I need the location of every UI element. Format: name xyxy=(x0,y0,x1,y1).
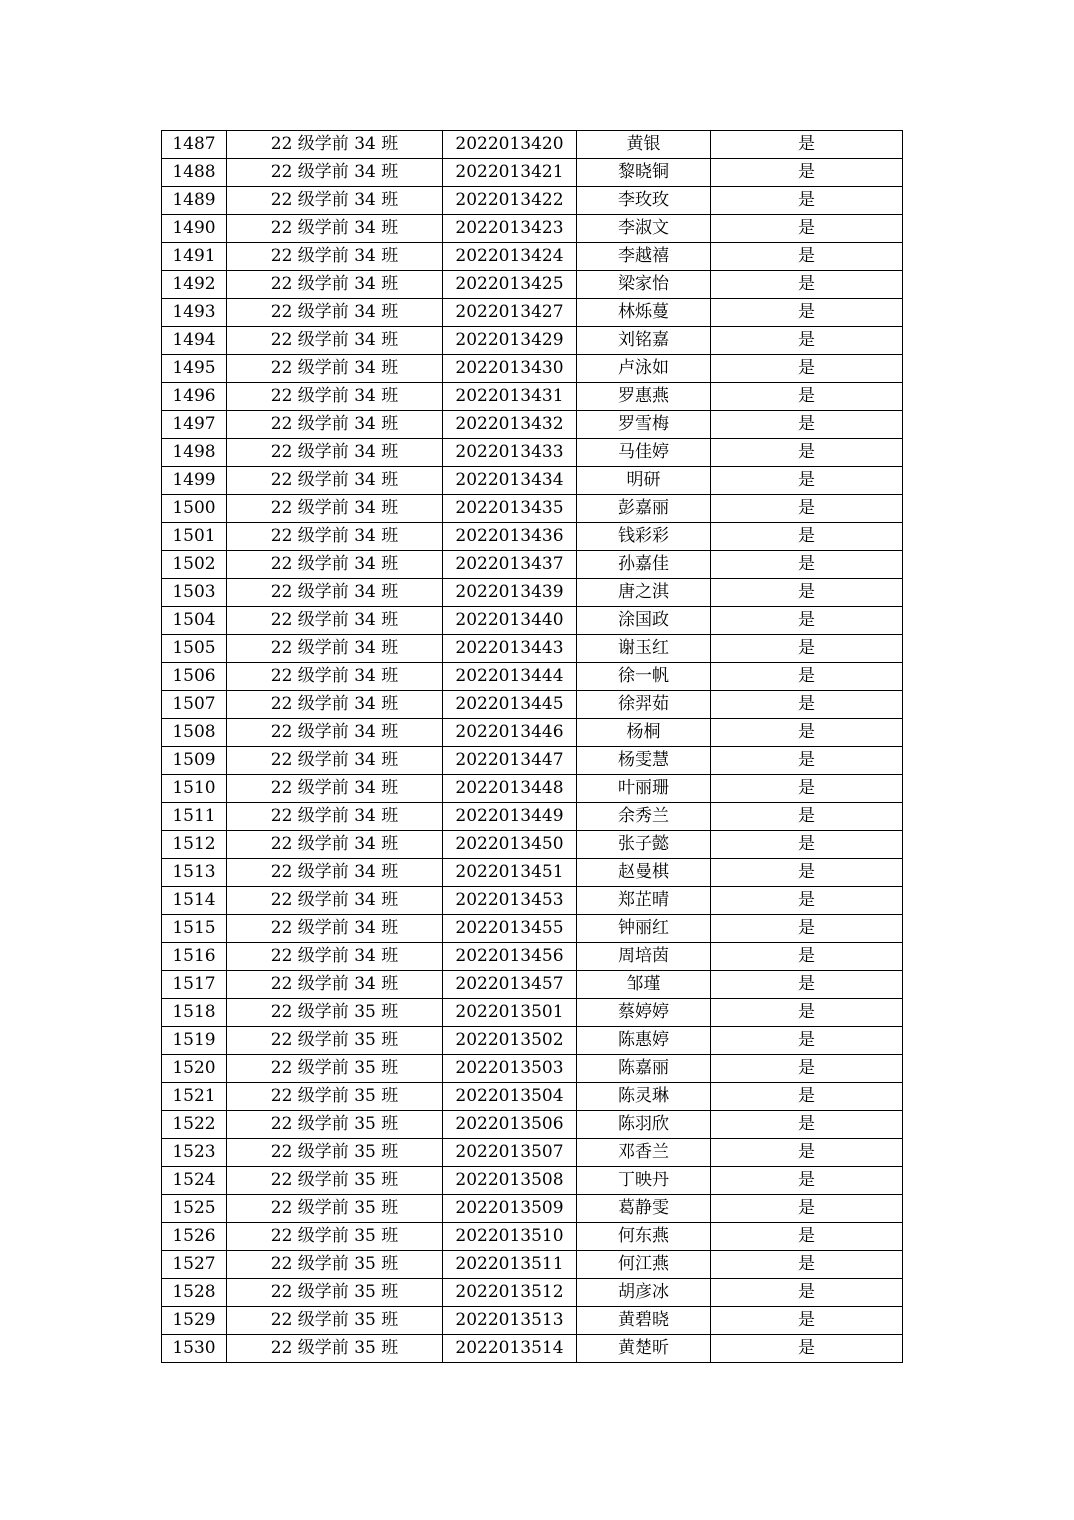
student-id-cell: 2022013456 xyxy=(443,943,577,971)
table-row xyxy=(162,327,903,355)
status-cell: 是 xyxy=(711,1139,903,1167)
row-number-cell: 1529 xyxy=(162,1307,227,1335)
status-cell: 是 xyxy=(711,999,903,1027)
student-name-cell: 丁映丹 xyxy=(577,1167,711,1195)
class-cell: 22 级学前 34 班 xyxy=(227,719,443,747)
student-id-cell: 2022013444 xyxy=(443,663,577,691)
table-row xyxy=(162,551,903,579)
row-number-cell: 1523 xyxy=(162,1139,227,1167)
student-name-cell: 钟丽红 xyxy=(577,915,711,943)
student-id-cell: 2022013507 xyxy=(443,1139,577,1167)
status-cell: 是 xyxy=(711,467,903,495)
status-cell: 是 xyxy=(711,579,903,607)
table-row xyxy=(162,607,903,635)
class-cell: 22 级学前 35 班 xyxy=(227,1335,443,1363)
table-row xyxy=(162,1223,903,1251)
class-cell: 22 级学前 35 班 xyxy=(227,1055,443,1083)
student-id-cell: 2022013434 xyxy=(443,467,577,495)
student-roster-table xyxy=(161,130,903,1363)
student-id-cell: 2022013448 xyxy=(443,775,577,803)
row-number-cell: 1516 xyxy=(162,943,227,971)
status-cell: 是 xyxy=(711,1027,903,1055)
student-id-cell: 2022013420 xyxy=(443,131,577,159)
status-cell: 是 xyxy=(711,383,903,411)
row-number-cell: 1512 xyxy=(162,831,227,859)
table-row xyxy=(162,411,903,439)
student-id-cell: 2022013436 xyxy=(443,523,577,551)
status-cell: 是 xyxy=(711,271,903,299)
class-cell: 22 级学前 34 班 xyxy=(227,523,443,551)
student-name-cell: 黄楚昕 xyxy=(577,1335,711,1363)
status-cell: 是 xyxy=(711,1167,903,1195)
class-cell: 22 级学前 35 班 xyxy=(227,1195,443,1223)
table-row xyxy=(162,439,903,467)
student-name-cell: 李玫玫 xyxy=(577,187,711,215)
student-id-cell: 2022013449 xyxy=(443,803,577,831)
class-cell: 22 级学前 34 班 xyxy=(227,551,443,579)
status-cell: 是 xyxy=(711,355,903,383)
table-row xyxy=(162,1251,903,1279)
status-cell: 是 xyxy=(711,1111,903,1139)
student-id-cell: 2022013429 xyxy=(443,327,577,355)
student-name-cell: 李越禧 xyxy=(577,243,711,271)
class-cell: 22 级学前 34 班 xyxy=(227,943,443,971)
class-cell: 22 级学前 35 班 xyxy=(227,1083,443,1111)
student-name-cell: 徐羿茹 xyxy=(577,691,711,719)
row-number-cell: 1520 xyxy=(162,1055,227,1083)
table-row xyxy=(162,887,903,915)
row-number-cell: 1528 xyxy=(162,1279,227,1307)
row-number-cell: 1497 xyxy=(162,411,227,439)
table-row xyxy=(162,915,903,943)
status-cell: 是 xyxy=(711,635,903,663)
row-number-cell: 1509 xyxy=(162,747,227,775)
status-cell: 是 xyxy=(711,915,903,943)
status-cell: 是 xyxy=(711,1251,903,1279)
student-id-cell: 2022013446 xyxy=(443,719,577,747)
student-id-cell: 2022013512 xyxy=(443,1279,577,1307)
table-row xyxy=(162,299,903,327)
row-number-cell: 1530 xyxy=(162,1335,227,1363)
student-id-cell: 2022013455 xyxy=(443,915,577,943)
student-name-cell: 刘铭嘉 xyxy=(577,327,711,355)
table-row xyxy=(162,271,903,299)
table-row xyxy=(162,803,903,831)
student-name-cell: 葛静雯 xyxy=(577,1195,711,1223)
student-id-cell: 2022013453 xyxy=(443,887,577,915)
status-cell: 是 xyxy=(711,131,903,159)
student-id-cell: 2022013513 xyxy=(443,1307,577,1335)
class-cell: 22 级学前 34 班 xyxy=(227,495,443,523)
student-name-cell: 陈惠婷 xyxy=(577,1027,711,1055)
status-cell: 是 xyxy=(711,439,903,467)
student-id-cell: 2022013457 xyxy=(443,971,577,999)
class-cell: 22 级学前 34 班 xyxy=(227,467,443,495)
student-name-cell: 唐之淇 xyxy=(577,579,711,607)
status-cell: 是 xyxy=(711,607,903,635)
student-id-cell: 2022013421 xyxy=(443,159,577,187)
table-row xyxy=(162,1055,903,1083)
class-cell: 22 级学前 34 班 xyxy=(227,607,443,635)
student-name-cell: 马佳婷 xyxy=(577,439,711,467)
student-name-cell: 谢玉红 xyxy=(577,635,711,663)
student-name-cell: 黄碧晓 xyxy=(577,1307,711,1335)
student-id-cell: 2022013502 xyxy=(443,1027,577,1055)
class-cell: 22 级学前 34 班 xyxy=(227,691,443,719)
status-cell: 是 xyxy=(711,1307,903,1335)
table-row xyxy=(162,1111,903,1139)
student-name-cell: 梁家怡 xyxy=(577,271,711,299)
student-name-cell: 徐一帆 xyxy=(577,663,711,691)
row-number-cell: 1525 xyxy=(162,1195,227,1223)
class-cell: 22 级学前 35 班 xyxy=(227,1111,443,1139)
table-row xyxy=(162,355,903,383)
status-cell: 是 xyxy=(711,719,903,747)
student-name-cell: 涂国政 xyxy=(577,607,711,635)
table-row xyxy=(162,131,903,159)
row-number-cell: 1521 xyxy=(162,1083,227,1111)
student-name-cell: 彭嘉丽 xyxy=(577,495,711,523)
class-cell: 22 级学前 35 班 xyxy=(227,999,443,1027)
student-id-cell: 2022013440 xyxy=(443,607,577,635)
table-row xyxy=(162,1195,903,1223)
student-name-cell: 黄银 xyxy=(577,131,711,159)
row-number-cell: 1507 xyxy=(162,691,227,719)
student-name-cell: 钱彩彩 xyxy=(577,523,711,551)
status-cell: 是 xyxy=(711,215,903,243)
row-number-cell: 1510 xyxy=(162,775,227,803)
status-cell: 是 xyxy=(711,523,903,551)
class-cell: 22 级学前 34 班 xyxy=(227,271,443,299)
row-number-cell: 1503 xyxy=(162,579,227,607)
row-number-cell: 1502 xyxy=(162,551,227,579)
class-cell: 22 级学前 35 班 xyxy=(227,1027,443,1055)
table-row xyxy=(162,187,903,215)
student-id-cell: 2022013501 xyxy=(443,999,577,1027)
student-name-cell: 赵曼棋 xyxy=(577,859,711,887)
row-number-cell: 1524 xyxy=(162,1167,227,1195)
student-id-cell: 2022013511 xyxy=(443,1251,577,1279)
row-number-cell: 1504 xyxy=(162,607,227,635)
row-number-cell: 1517 xyxy=(162,971,227,999)
class-cell: 22 级学前 34 班 xyxy=(227,131,443,159)
class-cell: 22 级学前 34 班 xyxy=(227,775,443,803)
table-row xyxy=(162,859,903,887)
status-cell: 是 xyxy=(711,1195,903,1223)
status-cell: 是 xyxy=(711,299,903,327)
student-id-cell: 2022013427 xyxy=(443,299,577,327)
student-id-cell: 2022013510 xyxy=(443,1223,577,1251)
row-number-cell: 1490 xyxy=(162,215,227,243)
class-cell: 22 级学前 35 班 xyxy=(227,1223,443,1251)
student-name-cell: 余秀兰 xyxy=(577,803,711,831)
row-number-cell: 1515 xyxy=(162,915,227,943)
row-number-cell: 1496 xyxy=(162,383,227,411)
table-row xyxy=(162,495,903,523)
student-name-cell: 李淑文 xyxy=(577,215,711,243)
student-name-cell: 杨雯慧 xyxy=(577,747,711,775)
table-row xyxy=(162,1167,903,1195)
student-id-cell: 2022013432 xyxy=(443,411,577,439)
status-cell: 是 xyxy=(711,327,903,355)
class-cell: 22 级学前 34 班 xyxy=(227,747,443,775)
class-cell: 22 级学前 34 班 xyxy=(227,439,443,467)
student-name-cell: 明研 xyxy=(577,467,711,495)
student-id-cell: 2022013431 xyxy=(443,383,577,411)
class-cell: 22 级学前 34 班 xyxy=(227,831,443,859)
row-number-cell: 1491 xyxy=(162,243,227,271)
status-cell: 是 xyxy=(711,1223,903,1251)
student-id-cell: 2022013447 xyxy=(443,747,577,775)
student-name-cell: 林烁蔓 xyxy=(577,299,711,327)
status-cell: 是 xyxy=(711,831,903,859)
student-name-cell: 陈羽欣 xyxy=(577,1111,711,1139)
table-row xyxy=(162,1307,903,1335)
table-row xyxy=(162,747,903,775)
student-name-cell: 何东燕 xyxy=(577,1223,711,1251)
row-number-cell: 1498 xyxy=(162,439,227,467)
status-cell: 是 xyxy=(711,551,903,579)
class-cell: 22 级学前 34 班 xyxy=(227,635,443,663)
table-row xyxy=(162,691,903,719)
student-name-cell: 罗惠燕 xyxy=(577,383,711,411)
student-name-cell: 孙嘉佳 xyxy=(577,551,711,579)
class-cell: 22 级学前 34 班 xyxy=(227,243,443,271)
row-number-cell: 1511 xyxy=(162,803,227,831)
status-cell: 是 xyxy=(711,1083,903,1111)
class-cell: 22 级学前 35 班 xyxy=(227,1251,443,1279)
student-id-cell: 2022013433 xyxy=(443,439,577,467)
status-cell: 是 xyxy=(711,691,903,719)
row-number-cell: 1522 xyxy=(162,1111,227,1139)
row-number-cell: 1506 xyxy=(162,663,227,691)
student-id-cell: 2022013509 xyxy=(443,1195,577,1223)
class-cell: 22 级学前 35 班 xyxy=(227,1307,443,1335)
status-cell: 是 xyxy=(711,663,903,691)
student-id-cell: 2022013435 xyxy=(443,495,577,523)
row-number-cell: 1518 xyxy=(162,999,227,1027)
student-id-cell: 2022013508 xyxy=(443,1167,577,1195)
class-cell: 22 级学前 34 班 xyxy=(227,383,443,411)
table-row xyxy=(162,1139,903,1167)
student-name-cell: 胡彦冰 xyxy=(577,1279,711,1307)
student-name-cell: 卢泳如 xyxy=(577,355,711,383)
row-number-cell: 1514 xyxy=(162,887,227,915)
student-id-cell: 2022013423 xyxy=(443,215,577,243)
row-number-cell: 1519 xyxy=(162,1027,227,1055)
student-id-cell: 2022013443 xyxy=(443,635,577,663)
table-row xyxy=(162,1335,903,1363)
table-row xyxy=(162,943,903,971)
class-cell: 22 级学前 34 班 xyxy=(227,663,443,691)
class-cell: 22 级学前 34 班 xyxy=(227,411,443,439)
class-cell: 22 级学前 34 班 xyxy=(227,887,443,915)
row-number-cell: 1508 xyxy=(162,719,227,747)
table-row xyxy=(162,523,903,551)
row-number-cell: 1513 xyxy=(162,859,227,887)
status-cell: 是 xyxy=(711,775,903,803)
student-id-cell: 2022013439 xyxy=(443,579,577,607)
class-cell: 22 级学前 34 班 xyxy=(227,299,443,327)
table-row xyxy=(162,243,903,271)
class-cell: 22 级学前 35 班 xyxy=(227,1139,443,1167)
row-number-cell: 1500 xyxy=(162,495,227,523)
table-row xyxy=(162,663,903,691)
student-id-cell: 2022013445 xyxy=(443,691,577,719)
class-cell: 22 级学前 34 班 xyxy=(227,859,443,887)
status-cell: 是 xyxy=(711,887,903,915)
row-number-cell: 1492 xyxy=(162,271,227,299)
class-cell: 22 级学前 34 班 xyxy=(227,579,443,607)
status-cell: 是 xyxy=(711,859,903,887)
student-name-cell: 罗雪梅 xyxy=(577,411,711,439)
class-cell: 22 级学前 34 班 xyxy=(227,803,443,831)
student-name-cell: 邓香兰 xyxy=(577,1139,711,1167)
student-name-cell: 张子懿 xyxy=(577,831,711,859)
class-cell: 22 级学前 35 班 xyxy=(227,1167,443,1195)
class-cell: 22 级学前 35 班 xyxy=(227,1279,443,1307)
student-id-cell: 2022013437 xyxy=(443,551,577,579)
student-id-cell: 2022013504 xyxy=(443,1083,577,1111)
student-name-cell: 周培茵 xyxy=(577,943,711,971)
status-cell: 是 xyxy=(711,495,903,523)
status-cell: 是 xyxy=(711,411,903,439)
student-name-cell: 叶丽珊 xyxy=(577,775,711,803)
status-cell: 是 xyxy=(711,1279,903,1307)
row-number-cell: 1489 xyxy=(162,187,227,215)
status-cell: 是 xyxy=(711,971,903,999)
student-name-cell: 何江燕 xyxy=(577,1251,711,1279)
roster-body xyxy=(162,131,903,1363)
table-row xyxy=(162,1083,903,1111)
row-number-cell: 1493 xyxy=(162,299,227,327)
row-number-cell: 1501 xyxy=(162,523,227,551)
table-row xyxy=(162,719,903,747)
row-number-cell: 1505 xyxy=(162,635,227,663)
status-cell: 是 xyxy=(711,943,903,971)
class-cell: 22 级学前 34 班 xyxy=(227,971,443,999)
row-number-cell: 1526 xyxy=(162,1223,227,1251)
row-number-cell: 1494 xyxy=(162,327,227,355)
student-name-cell: 邹瑾 xyxy=(577,971,711,999)
table-row xyxy=(162,215,903,243)
table-row xyxy=(162,383,903,411)
student-id-cell: 2022013506 xyxy=(443,1111,577,1139)
class-cell: 22 级学前 34 班 xyxy=(227,915,443,943)
table-row xyxy=(162,159,903,187)
student-name-cell: 黎晓铜 xyxy=(577,159,711,187)
student-id-cell: 2022013514 xyxy=(443,1335,577,1363)
table-row xyxy=(162,831,903,859)
row-number-cell: 1488 xyxy=(162,159,227,187)
student-id-cell: 2022013424 xyxy=(443,243,577,271)
table-row xyxy=(162,579,903,607)
student-name-cell: 蔡婷婷 xyxy=(577,999,711,1027)
student-name-cell: 陈嘉丽 xyxy=(577,1055,711,1083)
table-row xyxy=(162,467,903,495)
table-row xyxy=(162,1027,903,1055)
row-number-cell: 1499 xyxy=(162,467,227,495)
row-number-cell: 1527 xyxy=(162,1251,227,1279)
table-row xyxy=(162,999,903,1027)
status-cell: 是 xyxy=(711,747,903,775)
student-id-cell: 2022013422 xyxy=(443,187,577,215)
student-id-cell: 2022013451 xyxy=(443,859,577,887)
status-cell: 是 xyxy=(711,187,903,215)
student-id-cell: 2022013425 xyxy=(443,271,577,299)
table-row xyxy=(162,775,903,803)
student-id-cell: 2022013503 xyxy=(443,1055,577,1083)
student-name-cell: 郑芷晴 xyxy=(577,887,711,915)
table-row xyxy=(162,1279,903,1307)
status-cell: 是 xyxy=(711,1335,903,1363)
class-cell: 22 级学前 34 班 xyxy=(227,355,443,383)
table-row xyxy=(162,971,903,999)
status-cell: 是 xyxy=(711,243,903,271)
status-cell: 是 xyxy=(711,803,903,831)
status-cell: 是 xyxy=(711,1055,903,1083)
table-row xyxy=(162,635,903,663)
row-number-cell: 1495 xyxy=(162,355,227,383)
student-id-cell: 2022013450 xyxy=(443,831,577,859)
class-cell: 22 级学前 34 班 xyxy=(227,159,443,187)
class-cell: 22 级学前 34 班 xyxy=(227,187,443,215)
status-cell: 是 xyxy=(711,159,903,187)
row-number-cell: 1487 xyxy=(162,131,227,159)
class-cell: 22 级学前 34 班 xyxy=(227,215,443,243)
class-cell: 22 级学前 34 班 xyxy=(227,327,443,355)
student-name-cell: 杨桐 xyxy=(577,719,711,747)
student-name-cell: 陈灵琳 xyxy=(577,1083,711,1111)
student-id-cell: 2022013430 xyxy=(443,355,577,383)
